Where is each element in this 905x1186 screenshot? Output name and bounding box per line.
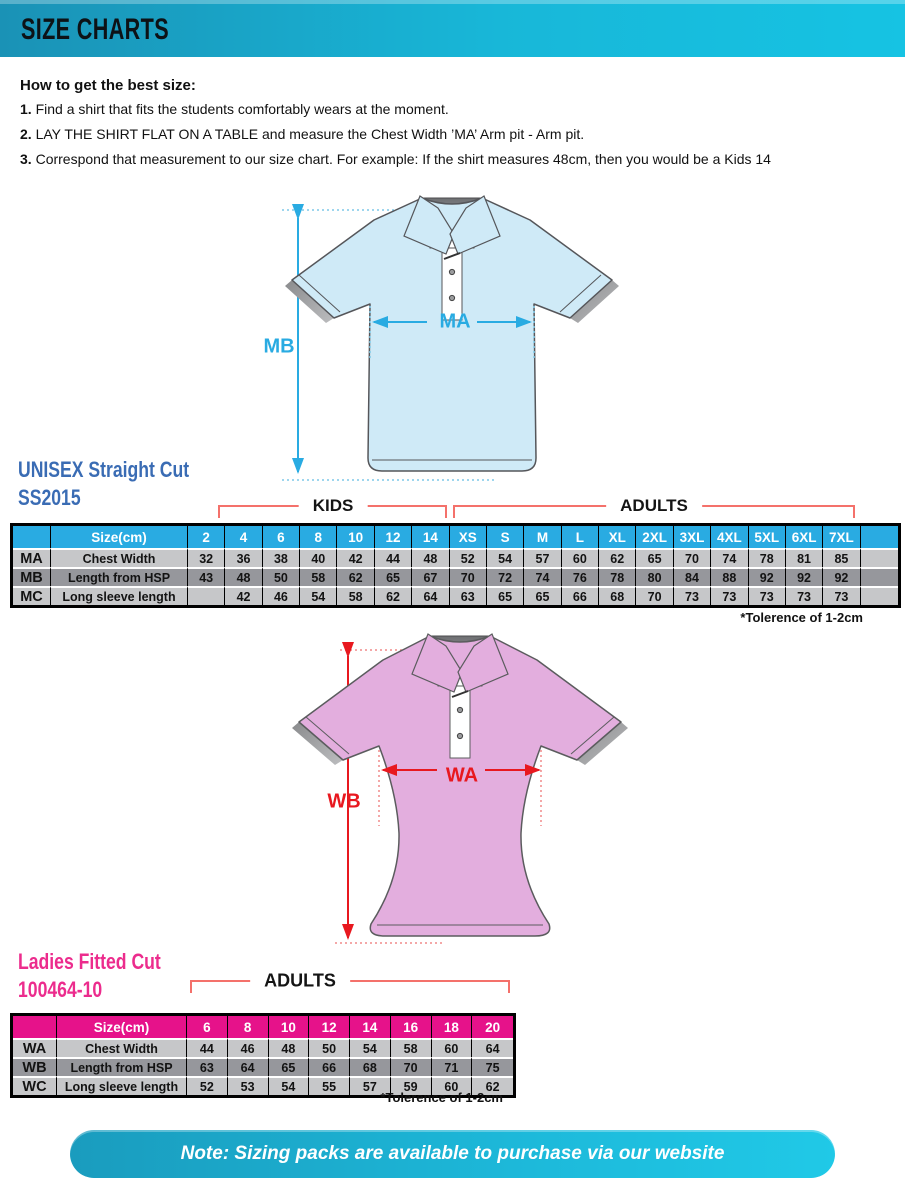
value-cell: 58: [300, 567, 337, 586]
value-cell: 72: [487, 567, 524, 586]
step-text: Correspond that measurement to our size chart. For example: If the shirt measures 48cm, then you would be a Kids 14: [31, 151, 771, 167]
row-label-cell: Chest Width: [51, 548, 188, 567]
value-cell: [861, 548, 898, 567]
value-cell: 78: [749, 548, 786, 567]
value-cell: 60: [432, 1038, 473, 1057]
column-header-cell: XS: [450, 526, 487, 548]
column-header-cell: 6: [187, 1016, 228, 1038]
column-header-cell: 10: [337, 526, 374, 548]
table-corner-cell: [13, 1016, 57, 1038]
value-cell: 42: [225, 586, 262, 605]
row-code-cell: WC: [13, 1076, 57, 1095]
value-cell: 62: [472, 1076, 513, 1095]
column-header-cell: 4XL: [711, 526, 748, 548]
value-cell: 32: [188, 548, 225, 567]
step-number: 1.: [20, 101, 32, 117]
column-header-cell: 14: [350, 1016, 391, 1038]
column-header-cell: [861, 526, 898, 548]
wb-label: WB: [327, 790, 361, 813]
value-cell: 74: [711, 548, 748, 567]
value-cell: 38: [263, 548, 300, 567]
mb-label: MB: [263, 335, 295, 358]
value-cell: 92: [749, 567, 786, 586]
wa-label: WA: [445, 764, 479, 787]
value-cell: 64: [228, 1057, 269, 1076]
value-cell: 65: [375, 567, 412, 586]
value-cell: 62: [337, 567, 374, 586]
value-cell: 68: [350, 1057, 391, 1076]
ladies-title-line2: 100464-10: [18, 977, 103, 1002]
column-header-cell: 20: [472, 1016, 513, 1038]
step-text: Find a shirt that fits the students comfortably wears at the moment.: [31, 101, 449, 117]
ladies-title: [18, 948, 161, 1004]
value-cell: 92: [823, 567, 860, 586]
value-cell: 78: [599, 567, 636, 586]
value-cell: 40: [300, 548, 337, 567]
unisex-title-line2: SS2015: [18, 485, 81, 510]
ladies-polo-illustration: [285, 628, 635, 948]
footer-note-banner: [70, 1130, 835, 1178]
value-cell: [861, 586, 898, 605]
column-header-cell: 14: [412, 526, 449, 548]
value-cell: 73: [786, 586, 823, 605]
value-cell: 44: [187, 1038, 228, 1057]
column-header-cell: 18: [432, 1016, 473, 1038]
value-cell: 52: [450, 548, 487, 567]
value-cell: 48: [269, 1038, 310, 1057]
value-cell: 70: [636, 586, 673, 605]
value-cell: 84: [674, 567, 711, 586]
value-cell: 75: [472, 1057, 513, 1076]
value-cell: 68: [599, 586, 636, 605]
value-cell: 48: [412, 548, 449, 567]
value-cell: [861, 567, 898, 586]
value-cell: 57: [350, 1076, 391, 1095]
row-label-cell: Chest Width: [57, 1038, 187, 1057]
button: [449, 269, 454, 274]
step-number: 2.: [20, 126, 32, 142]
row-label-cell: Long sleeve length: [51, 586, 188, 605]
value-cell: 65: [487, 586, 524, 605]
instruction-step-1: [20, 101, 449, 117]
value-cell: 60: [432, 1076, 473, 1095]
value-cell: 74: [524, 567, 561, 586]
value-cell: 54: [487, 548, 524, 567]
column-header-cell: M: [524, 526, 561, 548]
column-header-cell: 8: [228, 1016, 269, 1038]
value-cell: 81: [786, 548, 823, 567]
column-header-cell: 6XL: [786, 526, 823, 548]
column-header-cell: 6: [263, 526, 300, 548]
ladies-adults-group-label: ADULTS: [250, 971, 350, 992]
value-cell: 46: [263, 586, 300, 605]
value-cell: 53: [228, 1076, 269, 1095]
column-header-cell: L: [562, 526, 599, 548]
row-code-cell: MB: [13, 567, 51, 586]
value-cell: 57: [524, 548, 561, 567]
value-cell: 54: [269, 1076, 310, 1095]
value-cell: 67: [412, 567, 449, 586]
row-code-cell: WB: [13, 1057, 57, 1076]
value-cell: 70: [391, 1057, 432, 1076]
row-code-cell: MC: [13, 586, 51, 605]
ladies-title-line1: Ladies Fitted Cut: [18, 949, 161, 974]
unisex-polo-illustration: [280, 192, 620, 492]
row-label-cell: Length from HSP: [57, 1057, 187, 1076]
value-cell: 46: [228, 1038, 269, 1057]
value-cell: 73: [674, 586, 711, 605]
unisex-size-table: [10, 523, 901, 608]
value-cell: 64: [412, 586, 449, 605]
footer-note-text: Note: Sizing packs are available to purchase via our website: [180, 1143, 725, 1164]
instructions-heading: How to get the best size:: [20, 77, 196, 94]
value-cell: 54: [350, 1038, 391, 1057]
value-cell: 65: [269, 1057, 310, 1076]
column-header-cell: 12: [309, 1016, 350, 1038]
value-cell: 62: [375, 586, 412, 605]
unisex-title: [18, 456, 189, 512]
value-cell: 71: [432, 1057, 473, 1076]
value-cell: 65: [524, 586, 561, 605]
value-cell: 92: [786, 567, 823, 586]
size-header-cell: Size(cm): [51, 526, 188, 548]
button: [457, 733, 462, 738]
value-cell: 85: [823, 548, 860, 567]
value-cell: 80: [636, 567, 673, 586]
row-label-cell: Length from HSP: [51, 567, 188, 586]
table-corner-cell: [13, 526, 51, 548]
column-header-cell: 12: [375, 526, 412, 548]
row-code-cell: MA: [13, 548, 51, 567]
value-cell: 59: [391, 1076, 432, 1095]
button: [457, 707, 462, 712]
value-cell: 42: [337, 548, 374, 567]
value-cell: 48: [225, 567, 262, 586]
unisex-title-line1: UNISEX Straight Cut: [18, 457, 190, 482]
header-bar: [0, 0, 905, 57]
page-title: SIZE CHARTS: [21, 13, 169, 46]
ladies-size-table: [10, 1013, 516, 1098]
value-cell: 65: [636, 548, 673, 567]
ladies-adults-bracket: [190, 980, 510, 998]
column-header-cell: 16: [391, 1016, 432, 1038]
value-cell: 55: [309, 1076, 350, 1095]
value-cell: 43: [188, 567, 225, 586]
value-cell: 36: [225, 548, 262, 567]
size-header-cell: Size(cm): [57, 1016, 187, 1038]
value-cell: 66: [309, 1057, 350, 1076]
kids-group-label: KIDS: [299, 496, 368, 516]
adults-group-label: ADULTS: [606, 496, 702, 516]
value-cell: 66: [562, 586, 599, 605]
value-cell: 52: [187, 1076, 228, 1095]
value-cell: 63: [187, 1057, 228, 1076]
row-code-cell: WA: [13, 1038, 57, 1057]
column-header-cell: 10: [269, 1016, 310, 1038]
value-cell: 50: [309, 1038, 350, 1057]
row-label-cell: Long sleeve length: [57, 1076, 187, 1095]
value-cell: 70: [450, 567, 487, 586]
value-cell: 54: [300, 586, 337, 605]
button: [449, 295, 454, 300]
value-cell: 63: [450, 586, 487, 605]
column-header-cell: 3XL: [674, 526, 711, 548]
value-cell: 88: [711, 567, 748, 586]
value-cell: 44: [375, 548, 412, 567]
column-header-cell: 8: [300, 526, 337, 548]
instruction-step-2: [20, 126, 584, 142]
column-header-cell: 5XL: [749, 526, 786, 548]
step-text: LAY THE SHIRT FLAT ON A TABLE and measure the Chest Width ’MA’ Arm pit - Arm pit.: [31, 126, 585, 142]
value-cell: 76: [562, 567, 599, 586]
column-header-cell: S: [487, 526, 524, 548]
value-cell: 50: [263, 567, 300, 586]
value-cell: 58: [337, 586, 374, 605]
column-header-cell: 7XL: [823, 526, 860, 548]
value-cell: 58: [391, 1038, 432, 1057]
value-cell: 73: [823, 586, 860, 605]
column-header-cell: 2: [188, 526, 225, 548]
value-cell: [188, 586, 225, 605]
step-number: 3.: [20, 151, 32, 167]
value-cell: 73: [711, 586, 748, 605]
column-header-cell: 2XL: [636, 526, 673, 548]
tolerance-note-ladies: *Tolerence of 1-2cm: [380, 1090, 503, 1105]
ma-label: MA: [439, 310, 471, 333]
column-header-cell: XL: [599, 526, 636, 548]
column-header-cell: 4: [225, 526, 262, 548]
value-cell: 73: [749, 586, 786, 605]
tolerance-note-unisex: *Tolerence of 1-2cm: [740, 610, 863, 625]
value-cell: 60: [562, 548, 599, 567]
value-cell: 62: [599, 548, 636, 567]
value-cell: 70: [674, 548, 711, 567]
value-cell: 64: [472, 1038, 513, 1057]
instruction-step-3: [20, 151, 771, 167]
